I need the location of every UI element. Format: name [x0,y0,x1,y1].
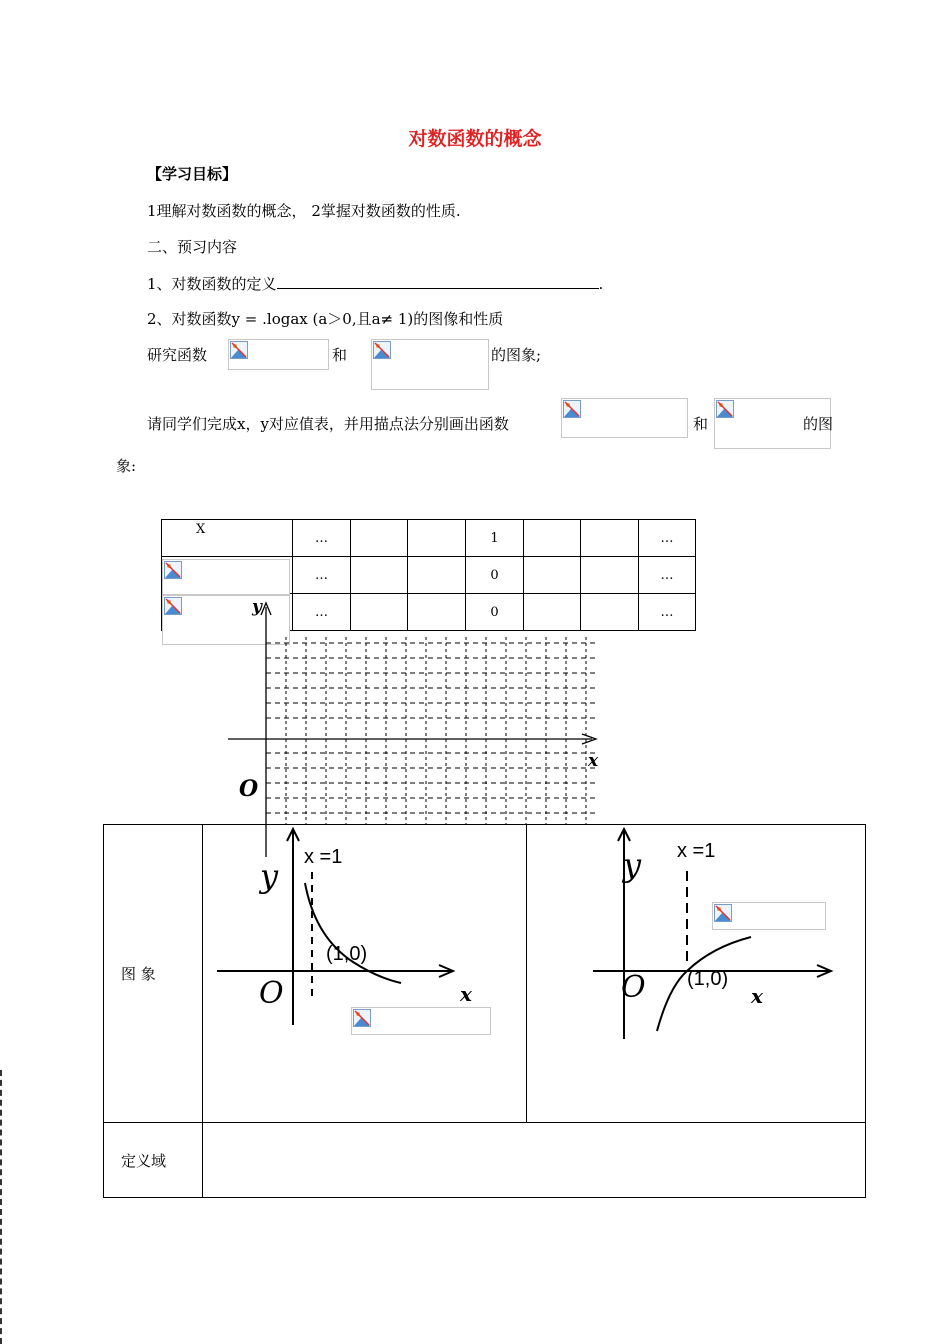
task-cont: 象: [116,457,137,475]
table-cell[interactable] [408,520,466,557]
left-point-label: (1,0) [326,943,368,965]
properties-table [103,824,866,1198]
row-header-graph: 图 象 [104,825,203,1123]
formula-image-placeholder [712,902,826,930]
broken-image-icon [373,341,391,359]
table-cell[interactable] [351,520,408,557]
left-asymptote-label: x =1 [304,846,343,868]
table-cell[interactable] [351,557,408,594]
table-cell[interactable] [524,557,581,594]
item1-end: . [598,275,604,293]
table-cell [162,557,293,594]
table-row [162,557,696,594]
broken-image-icon [353,1009,371,1027]
right-origin-label: O [621,970,646,1005]
right-y-label: y [623,846,642,884]
grid-y-label: y [252,597,262,617]
table-cell[interactable] [408,557,466,594]
left-origin-label: O [259,976,284,1011]
broken-image-icon [716,400,734,418]
table-row [104,825,866,1123]
plot-grid[interactable] [220,595,610,860]
table-cell: … [293,557,351,594]
study-suffix: 的图象; [491,346,542,364]
table-cell[interactable] [581,557,639,594]
table-cell: … [293,520,351,557]
broken-image-icon [714,904,732,922]
section-preview-heading: 二、预习内容 [147,238,238,256]
right-asymptote-label: x =1 [677,840,716,862]
broken-image-icon [164,597,182,615]
table-row [104,1123,866,1198]
study-prefix: 研究函数 [147,346,208,364]
item1-line [147,273,603,294]
formula-image-placeholder [561,398,688,438]
table-cell: … [639,594,696,631]
left-y-label: y [260,857,279,895]
table-cell[interactable] [581,520,639,557]
task-text: 请同学们完成x，y对应值表，并用描点法分别画出函数 [147,415,509,433]
item1-prefix: 1、对数函数的定义 [147,275,277,293]
grid-origin-label: O [239,776,259,802]
table-cell: … [639,520,696,557]
grid-x-label: x [588,751,599,771]
definition-blank[interactable] [277,287,599,289]
formula-image-placeholder [228,339,329,370]
table-row [162,520,696,557]
task-and: 和 [693,415,709,433]
page-title: 对数函数的概念 [408,128,542,150]
formula-image-placeholder [371,339,489,390]
left-x-label: x [460,982,472,1006]
item2-line: 2、对数函数y = .logax (a＞0,且a≠ 1)的图像和性质 [147,310,504,328]
section-goal-heading: 【学习目标】 [147,165,238,183]
table-cell: X [162,520,293,557]
right-x-label: x [751,984,763,1008]
graph-left [203,825,526,1122]
broken-image-icon [230,341,248,359]
task-suffix: 的图 [803,415,834,433]
goals-text: 1理解对数函数的概念， 2掌握对数函数的性质. [147,202,461,220]
graph-right [527,825,865,1122]
broken-image-icon [164,561,182,579]
table-cell: 1 [466,520,524,557]
table-cell: … [293,594,351,631]
table-cell: 0 [466,557,524,594]
table-cell: … [639,557,696,594]
table-cell[interactable] [524,520,581,557]
domain-answer-cell[interactable] [203,1123,866,1198]
graph-cell-right [527,825,866,1123]
graph-cell-left [203,825,527,1123]
right-point-label: (1,0) [687,968,729,990]
broken-image-icon [563,400,581,418]
formula-image-placeholder [162,559,290,595]
study-and: 和 [332,346,348,364]
margin-dashed-line [0,1070,2,1344]
table-cell: 0 [466,594,524,631]
row-header-domain: 定义域 [104,1123,203,1198]
formula-image-placeholder [351,1007,491,1035]
